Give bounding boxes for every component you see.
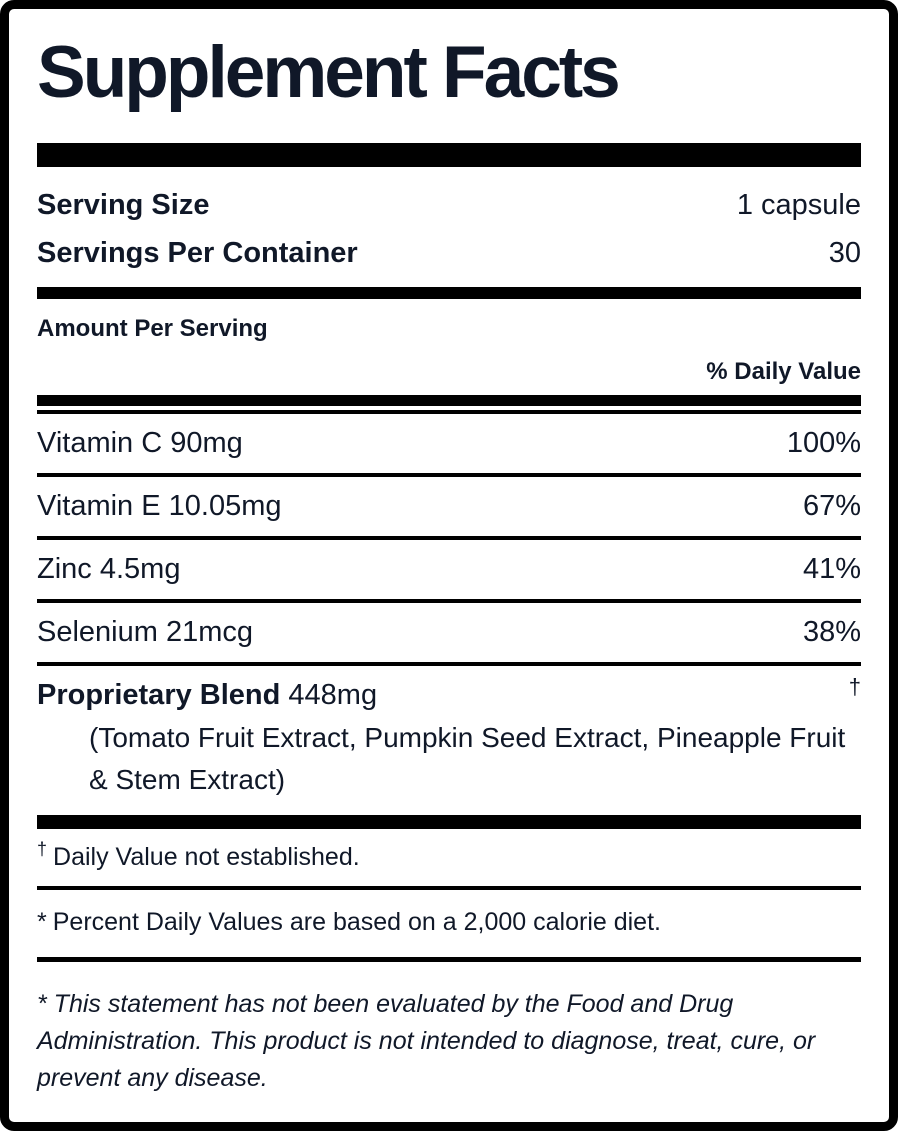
nutrient-daily-value: 38% xyxy=(802,615,861,648)
nutrient-name: Vitamin E 10.05mg xyxy=(37,489,282,522)
dagger-footnote-symbol: † xyxy=(37,839,48,860)
nutrient-name: Selenium 21mcg xyxy=(37,615,253,648)
divider-medium-serving xyxy=(37,287,861,299)
proprietary-blend-row xyxy=(37,673,861,712)
nutrient-daily-value: 100% xyxy=(786,426,861,459)
servings-per-container-label: Servings Per Container xyxy=(37,236,358,269)
servings-per-container-value: 30 xyxy=(828,236,861,269)
nutrient-daily-value: 41% xyxy=(802,552,861,585)
divider-thick-top xyxy=(37,143,861,167)
divider-medium-header xyxy=(37,395,861,406)
footnote-percent-daily-values xyxy=(37,890,861,962)
serving-size-label: Serving Size xyxy=(37,188,210,221)
nutrient-row-vitamin-c xyxy=(37,414,861,477)
proprietary-blend-title xyxy=(37,678,377,712)
proprietary-blend-amount: 448mg xyxy=(288,678,378,711)
serving-size-value: 1 capsule xyxy=(736,188,861,221)
nutrient-daily-value: 67% xyxy=(802,489,861,522)
servings-per-container-row xyxy=(37,229,861,277)
nutrient-name: Zinc 4.5mg xyxy=(37,552,181,585)
proprietary-blend-section xyxy=(37,666,861,801)
daily-value-header: % Daily Value xyxy=(706,357,861,385)
nutrient-row-zinc xyxy=(37,540,861,603)
nutrient-row-selenium xyxy=(37,603,861,666)
serving-info-section xyxy=(37,181,861,277)
dagger-symbol: † xyxy=(848,673,861,699)
proprietary-blend-ingredients: (Tomato Fruit Extract, Pumpkin Seed Extract, Pineapple Fruit & Stem Extract) xyxy=(89,721,846,795)
fda-disclaimer: * This statement has not been evaluated by the Food and Drug Administration. This product is not intended to diagnose, treat, cure, or prevent any disease. xyxy=(37,989,816,1092)
footnote-daily-value xyxy=(37,829,861,890)
amount-per-serving-label: Amount Per Serving xyxy=(37,314,268,342)
divider-medium-blend xyxy=(37,815,861,829)
asterisk-footnote-symbol: * xyxy=(37,907,47,936)
dagger-footnote-text: Daily Value not established. xyxy=(53,842,360,871)
serving-size-row xyxy=(37,181,861,229)
panel-title: Supplement Facts xyxy=(37,32,618,113)
nutrient-row-vitamin-e xyxy=(37,477,861,540)
nutrient-name: Vitamin C 90mg xyxy=(37,426,243,459)
asterisk-footnote-text: Percent Daily Values are based on a 2,000 calorie diet. xyxy=(52,907,661,936)
proprietary-blend-name: Proprietary Blend xyxy=(37,678,281,711)
